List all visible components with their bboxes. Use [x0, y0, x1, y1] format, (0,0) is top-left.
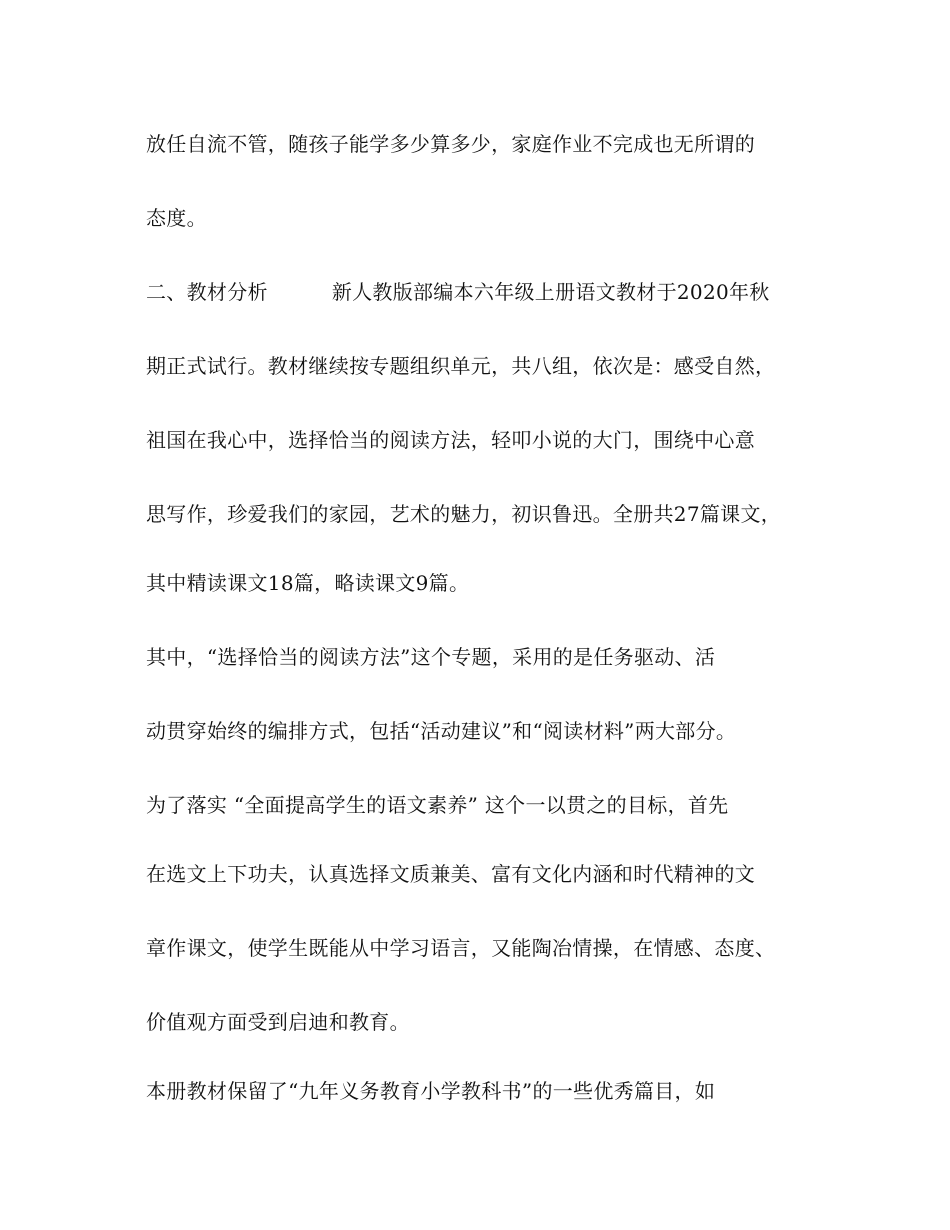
text-line-3: 新人教版部编本六年级上册语文教材于2020年秋 [331, 280, 770, 304]
text-line-10: 为了落实 “全面提高学生的语文素养” 这个一以贯之的目标，首先 [146, 793, 729, 817]
text-line-13: 价值观方面受到启迪和教育。 [146, 1010, 410, 1034]
section-line [146, 278, 770, 306]
text-line-14: 本册教材保留了“九年义务教育小学教科书”的一些优秀篇目，如 [146, 1079, 716, 1103]
text-line-1: 放任自流不管，随孩子能学多少算多少，家庭作业不完成也无所谓的 [146, 132, 755, 156]
text-line-9: 动贯穿始终的编排方式，包括“活动建议”和“阅读材料”两大部分。 [146, 719, 737, 743]
section-heading: 二、教材分析 [146, 280, 268, 304]
text-line-7: 其中精读课文18篇，略读课文9篇。 [146, 571, 470, 595]
text-line-2: 态度。 [146, 206, 207, 230]
text-line-8: 其中，“选择恰当的阅读方法”这个专题，采用的是任务驱动、活 [146, 645, 716, 669]
text-line-6: 思写作，珍爱我们的家园，艺术的魅力，初识鲁迅。全册共27篇课文， [146, 502, 782, 526]
text-line-4: 期正式试行。教材继续按专题组织单元，共八组，依次是：感受自然， [146, 354, 776, 378]
text-line-11: 在选文上下功夫，认真选择文质兼美、富有文化内涵和时代精神的文 [146, 862, 755, 886]
text-line-5: 祖国在我心中，选择恰当的阅读方法，轻叩小说的大门，围绕中心意 [146, 428, 755, 452]
text-line-12: 章作课文，使学生既能从中学习语言，又能陶冶情操，在情感、态度、 [146, 936, 776, 960]
